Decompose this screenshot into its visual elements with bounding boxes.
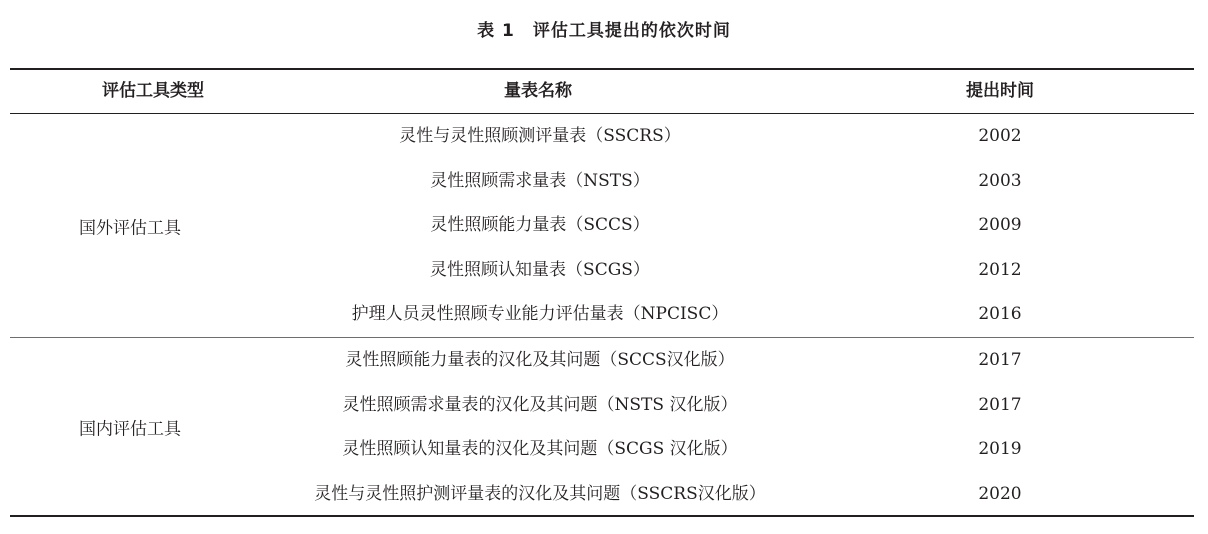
table-row: [10, 338, 1194, 383]
scale-name-cell: 灵性照顾需求量表（NSTS）: [430, 170, 650, 191]
year-cell: 2017: [978, 350, 1022, 370]
table-row: [10, 427, 1194, 472]
year-cell: 2012: [978, 259, 1022, 280]
table-caption: 表 1 评估工具提出的依次时间: [477, 21, 731, 41]
scale-name-cell: 灵性照顾认知量表（SCGS）: [430, 259, 650, 280]
header-year: 提出时间: [966, 81, 1034, 101]
group-label-foreign: 国外评估工具: [79, 218, 181, 238]
scale-name-cell: 灵性照顾能力量表的汉化及其问题（SCCS汉化版）: [345, 350, 735, 370]
group-domestic-tools: [10, 338, 1194, 515]
scale-name-cell: 护理人员灵性照顾专业能力评估量表（NPCISC）: [351, 304, 729, 325]
table-row: [10, 383, 1194, 428]
scale-name-cell: 灵性照顾认知量表的汉化及其问题（SCGS 汉化版）: [342, 439, 738, 459]
year-cell: 2017: [978, 394, 1022, 415]
scale-name-cell: 灵性与灵性照顾测评量表（SSCRS）: [399, 126, 681, 146]
table-bottom-rule: [10, 515, 1194, 517]
header-tool-type: 评估工具类型: [102, 81, 204, 101]
year-cell: 2020: [978, 483, 1022, 504]
header-scale-name: 量表名称: [504, 81, 572, 101]
scale-name-cell: 灵性照顾需求量表的汉化及其问题（NSTS 汉化版）: [342, 394, 738, 415]
year-cell: 2009: [978, 215, 1022, 236]
table-header-row: [10, 70, 1194, 113]
year-cell: 2002: [978, 126, 1022, 146]
scale-name-cell: 灵性与灵性照护测评量表的汉化及其问题（SSCRS汉化版）: [314, 483, 766, 504]
table-row: [10, 114, 1194, 159]
table-row: [10, 472, 1194, 517]
year-cell: 2019: [978, 439, 1022, 459]
table-row: [10, 248, 1194, 293]
table-row: [10, 292, 1194, 337]
group-foreign-tools: [10, 114, 1194, 337]
year-cell: 2016: [978, 304, 1022, 325]
scale-name-cell: 灵性照顾能力量表（SCCS）: [430, 215, 650, 236]
group-label-domestic: 国内评估工具: [79, 419, 181, 439]
table-row: [10, 159, 1194, 204]
year-cell: 2003: [978, 170, 1022, 191]
table-row: [10, 203, 1194, 248]
